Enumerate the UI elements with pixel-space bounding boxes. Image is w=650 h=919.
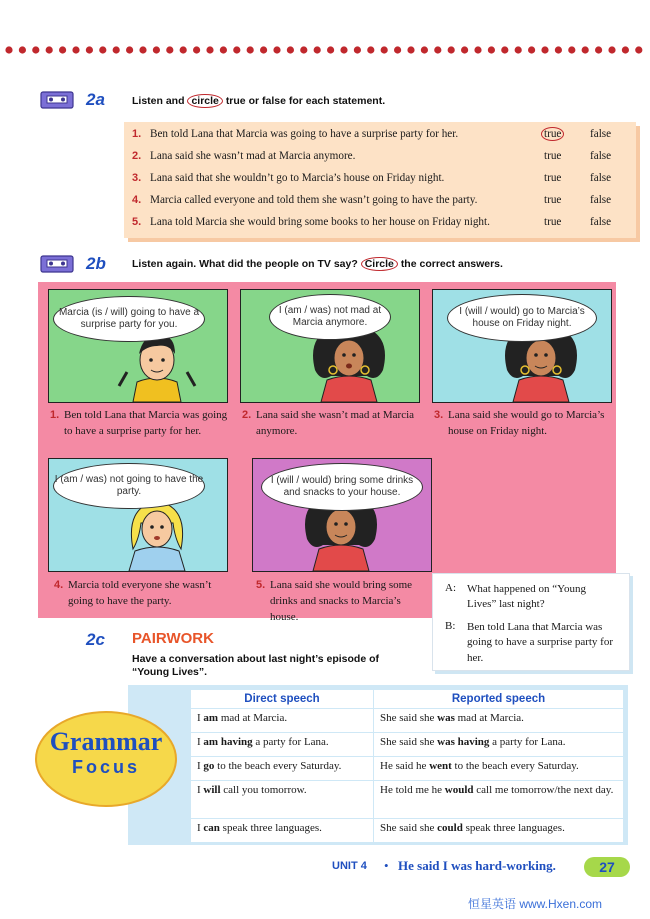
border-dot [381, 46, 388, 53]
reported-cell: She said she could speak three languages. [374, 819, 624, 843]
page-number-badge: 27 [584, 857, 630, 877]
border-dot [193, 46, 200, 53]
direct-cell: I go to the beach every Saturday. [191, 757, 374, 781]
cassette-icon [40, 90, 74, 110]
border-dot [595, 46, 602, 53]
bubble-text: I (am / was) not going to have the party. [54, 473, 204, 497]
grammar-badge-line1: Grammar [49, 727, 163, 756]
section-2b-instruction [132, 258, 503, 270]
statement-number: 5. [132, 216, 142, 228]
speaker-a-text: What happened on “Young Lives” last night? [467, 583, 586, 611]
statement-row [132, 172, 632, 192]
watermark: 恒星英语 www.Hxen.com [468, 897, 603, 911]
reported-cell: She said she was mad at Marcia. [374, 709, 624, 733]
false-option[interactable]: false [590, 172, 612, 184]
border-dot [72, 46, 79, 53]
speaker-b-text: Ben told Lana that Marcia was going to have a surprise party for her. [467, 621, 614, 664]
reported-cell: He said he went to the beach every Saturday. [374, 757, 624, 781]
speech-bubble [261, 463, 423, 511]
border-dot [5, 46, 12, 53]
speaker-a-label: A: [445, 582, 456, 594]
border-dot [461, 46, 468, 53]
caption-5 [256, 578, 430, 626]
section-2a-number: 2a [86, 90, 105, 109]
grammar-row [191, 733, 624, 757]
statement-row [132, 216, 632, 236]
circled-word: Circle [361, 257, 398, 271]
caption-number: 4. [54, 579, 64, 591]
caption-4 [54, 578, 238, 610]
border-dot [153, 46, 160, 53]
grammar-row [191, 819, 624, 843]
top-dotted-border [4, 44, 646, 56]
border-dot [448, 46, 455, 53]
speaker-b-label: B: [445, 620, 456, 632]
border-dot [474, 46, 481, 53]
border-dot [394, 46, 401, 53]
footer-lesson-title: He said I was hard-working. [398, 858, 556, 873]
caption-1 [50, 408, 234, 440]
border-dot [314, 46, 321, 53]
border-dot [327, 46, 334, 53]
border-dot [19, 46, 26, 53]
caption-number: 1. [50, 409, 60, 421]
border-dot [501, 46, 508, 53]
reported-speech-header: Reported speech [374, 690, 624, 709]
bubble-text: Marcia (is / will) going to have a surprise party for you. [58, 306, 200, 330]
instruction-text: true or false for each statement. [225, 95, 386, 107]
direct-cell: I will call you tomorrow. [191, 781, 374, 819]
reported-cell: He told me he would call me tomorrow/the next day. [374, 781, 624, 819]
instruction-text: Listen again. What did the people on TV say? [132, 258, 358, 270]
border-dot [635, 46, 642, 53]
comic-panel-2 [240, 289, 420, 403]
border-dot [233, 46, 240, 53]
false-option[interactable]: false [590, 194, 612, 206]
statement-number: 4. [132, 194, 142, 206]
statement-text: Ben told Lana that Marcia was going to have a surprise party for her. [150, 128, 459, 140]
border-dot [434, 46, 441, 53]
statement-number: 1. [132, 128, 142, 140]
caption-number: 3. [434, 409, 444, 421]
speech-bubble [53, 463, 205, 509]
direct-cell: I am having a party for Lana. [191, 733, 374, 757]
border-dot [32, 46, 39, 53]
caption-number: 5. [256, 579, 266, 591]
caption-number: 2. [242, 409, 252, 421]
statement-text: Lana said that she wouldn’t go to Marcia’s house on Friday night. [150, 172, 445, 184]
true-option[interactable]: true [544, 172, 562, 184]
caption-2 [242, 408, 426, 440]
statement-text: Lana told Marcia she would bring some books to her house on Friday night. [150, 216, 490, 228]
border-dot [206, 46, 213, 53]
caption-3 [434, 408, 620, 440]
border-dot [86, 46, 93, 53]
speech-bubble [53, 296, 205, 342]
border-dot [541, 46, 548, 53]
footer-unit: UNIT 4 [332, 860, 367, 872]
border-dot [568, 46, 575, 53]
speech-bubble [269, 294, 391, 340]
sample-dialog-box [432, 573, 630, 671]
statement-row [132, 194, 632, 214]
section-2c-number: 2c [86, 630, 105, 649]
cassette-icon [40, 254, 74, 274]
statement-row [132, 128, 632, 148]
circled-word: circle [187, 94, 222, 108]
instruction-text: Listen and [132, 95, 185, 107]
border-dot [555, 46, 562, 53]
border-dot [515, 46, 522, 53]
grammar-row [191, 781, 624, 819]
border-dot [608, 46, 615, 53]
caption-text: Ben told Lana that Marcia was going to have a surprise party for her. [64, 409, 228, 437]
comic-panel-1 [48, 289, 228, 403]
true-option[interactable]: true [544, 216, 562, 228]
caption-text: Lana said she would bring some drinks and snacks to Marcia’s house. [270, 579, 413, 623]
section-2a-instruction [132, 95, 385, 107]
true-option[interactable]: true [544, 150, 562, 162]
border-dot [180, 46, 187, 53]
border-dot [421, 46, 428, 53]
border-dot [166, 46, 173, 53]
border-dot [528, 46, 535, 53]
caption-text: Marcia told everyone she wasn’t going to have the party. [68, 579, 212, 607]
border-dot [46, 46, 53, 53]
false-option[interactable]: false [590, 150, 612, 162]
speech-bubble [447, 294, 597, 342]
bubble-text: I (am / was) not mad at Marcia anymore. [278, 304, 382, 328]
comic-panel-3 [432, 289, 612, 403]
statement-text: Lana said she wasn’t mad at Marcia anymore. [150, 150, 356, 162]
footer-bullet: • [384, 858, 389, 873]
grammar-table [190, 689, 624, 843]
pairwork-title: PAIRWORK [132, 630, 214, 647]
statement-text: Marcia called everyone and told them she wasn’t going to have the party. [150, 194, 478, 206]
direct-cell: I can speak three languages. [191, 819, 374, 843]
statement-row [132, 150, 632, 170]
statement-number: 3. [132, 172, 142, 184]
grammar-row [191, 757, 624, 781]
direct-speech-header: Direct speech [191, 690, 374, 709]
pairwork-instruction: Have a conversation about last night’s episode of “Young Lives”. [132, 653, 379, 679]
border-dot [126, 46, 133, 53]
caption-text: Lana said she would go to Marcia’s house on Friday night. [448, 409, 605, 437]
statement-number: 2. [132, 150, 142, 162]
border-dot [622, 46, 629, 53]
true-option[interactable]: true [544, 194, 562, 206]
border-dot [99, 46, 106, 53]
true-option-circled[interactable]: true [541, 127, 564, 141]
border-dot [260, 46, 267, 53]
border-dot [139, 46, 146, 53]
border-dot [582, 46, 589, 53]
instruction-text: the correct answers. [400, 258, 503, 270]
bubble-text: I (will / would) go to Marcia’s house on Friday night. [459, 305, 585, 329]
border-dot [407, 46, 414, 53]
border-dot [354, 46, 361, 53]
direct-cell: I am mad at Marcia. [191, 709, 374, 733]
border-dot [287, 46, 294, 53]
border-dot [300, 46, 307, 53]
grammar-row [191, 709, 624, 733]
section-2b-number: 2b [86, 254, 106, 273]
border-dot [113, 46, 120, 53]
true-false-box [124, 122, 636, 238]
bubble-text: I (will / would) bring some drinks and snacks to your house. [270, 474, 414, 498]
caption-text: Lana said she wasn’t mad at Marcia anymore. [256, 409, 415, 437]
false-option[interactable]: false [590, 216, 612, 228]
border-dot [340, 46, 347, 53]
reported-cell: She said she was having a party for Lana. [374, 733, 624, 757]
comic-panel-5 [252, 458, 432, 572]
border-dot [273, 46, 280, 53]
comic-panel-4 [48, 458, 228, 572]
border-dot [247, 46, 254, 53]
border-dot [59, 46, 66, 53]
grammar-badge-line2: Focus [71, 757, 140, 777]
false-option[interactable]: false [590, 128, 612, 140]
border-dot [488, 46, 495, 53]
border-dot [220, 46, 227, 53]
border-dot [367, 46, 374, 53]
grammar-header-row [191, 690, 624, 709]
